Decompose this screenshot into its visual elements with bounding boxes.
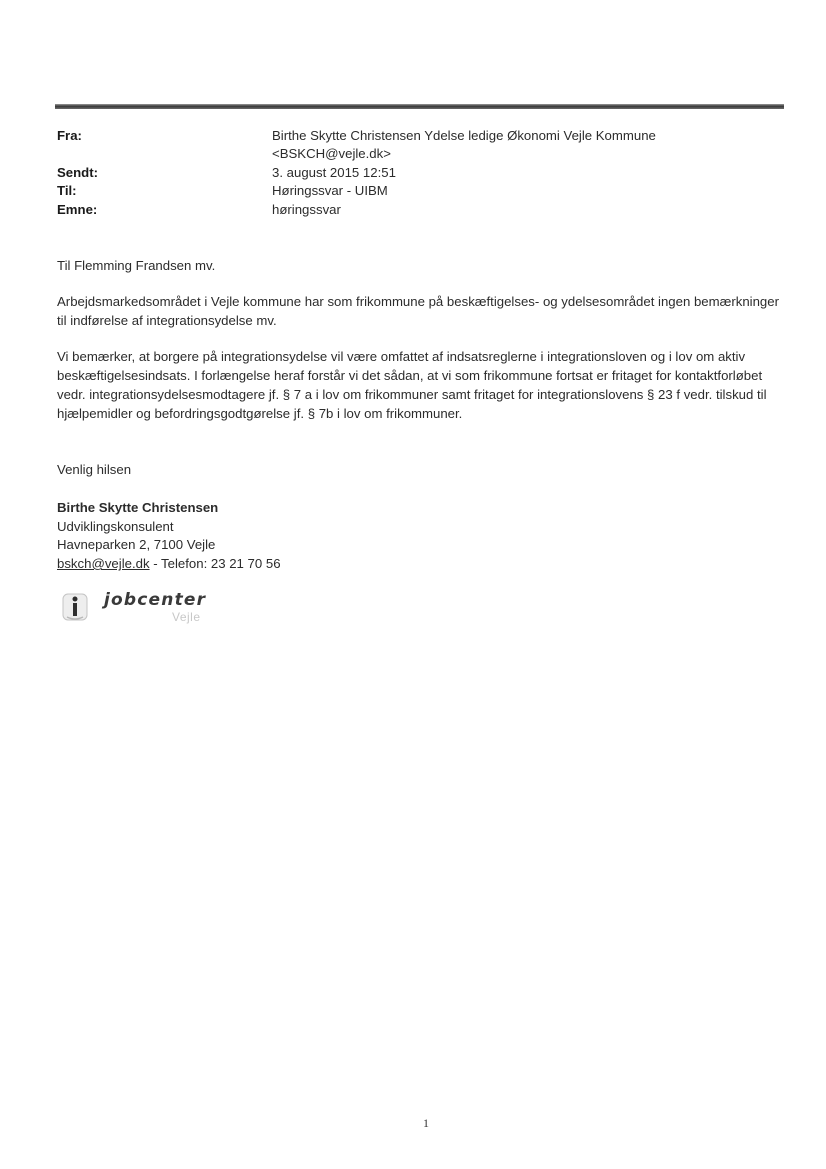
closing <box>57 460 787 479</box>
signature-name: Birthe Skytte Christensen <box>57 500 219 515</box>
jobcenter-icon <box>62 590 92 624</box>
signature-phone: - Telefon: 23 21 70 56 <box>149 556 281 571</box>
paragraph-2 <box>57 347 787 423</box>
sent-label: Sendt: <box>57 165 99 180</box>
page-number: 1 <box>423 1116 429 1130</box>
paragraph-1 <box>57 292 787 330</box>
paragraph-1-text: Arbejdsmarkedsområdet i Vejle kommune har som frikommune på beskæftigelses- og ydelsesområdet ingen bemærkninger til indførelse af integrationsydelse mv. <box>57 294 779 328</box>
logo-word: jobcenter <box>104 590 207 610</box>
closing-text: Venlig hilsen <box>57 462 132 477</box>
signature-contact <box>57 554 281 573</box>
to-value: Høringssvar - UIBM <box>272 183 388 198</box>
from-value: Birthe Skytte Christensen Ydelse ledige Økonomi Vejle Kommune <box>272 128 656 143</box>
from-label: Fra: <box>57 128 82 143</box>
sent-value: 3. august 2015 12:51 <box>272 165 396 180</box>
header-divider <box>55 104 784 109</box>
signature-title: Udviklingskonsulent <box>57 519 174 534</box>
jobcenter-logo <box>62 590 262 630</box>
signature-email-link[interactable]: bskch@vejle.dk <box>57 556 150 571</box>
from-email: <BSKCH@vejle.dk> <box>272 146 391 161</box>
to-label: Til: <box>57 183 77 198</box>
subject-label: Emne: <box>57 202 98 217</box>
paragraph-2-text: Vi bemærker, at borgere på integrationsydelse vil være omfattet af indsatsreglerne i integrationsloven og i lov om aktiv beskæftigelsesindsats. I forlængelse heraf forstår vi det sådan, at vi som frikommune fortsat er fritaget for kontaktforløbet vedr. integrationsydelsesmodtagere jf. § 7 a i lov om frikommuner samt fritaget for integrationslovens § 23 f vedr. tilskud til hjælpemidler og befordringsgodtgørelse jf. § 7b i lov om frikommuner. <box>57 349 767 421</box>
logo-subtitle: Vejle <box>172 610 201 624</box>
signature-address: Havneparken 2, 7100 Vejle <box>57 537 216 552</box>
greeting-text: Til Flemming Frandsen mv. <box>57 258 216 273</box>
subject-value: høringssvar <box>272 202 341 217</box>
greeting <box>57 256 787 275</box>
